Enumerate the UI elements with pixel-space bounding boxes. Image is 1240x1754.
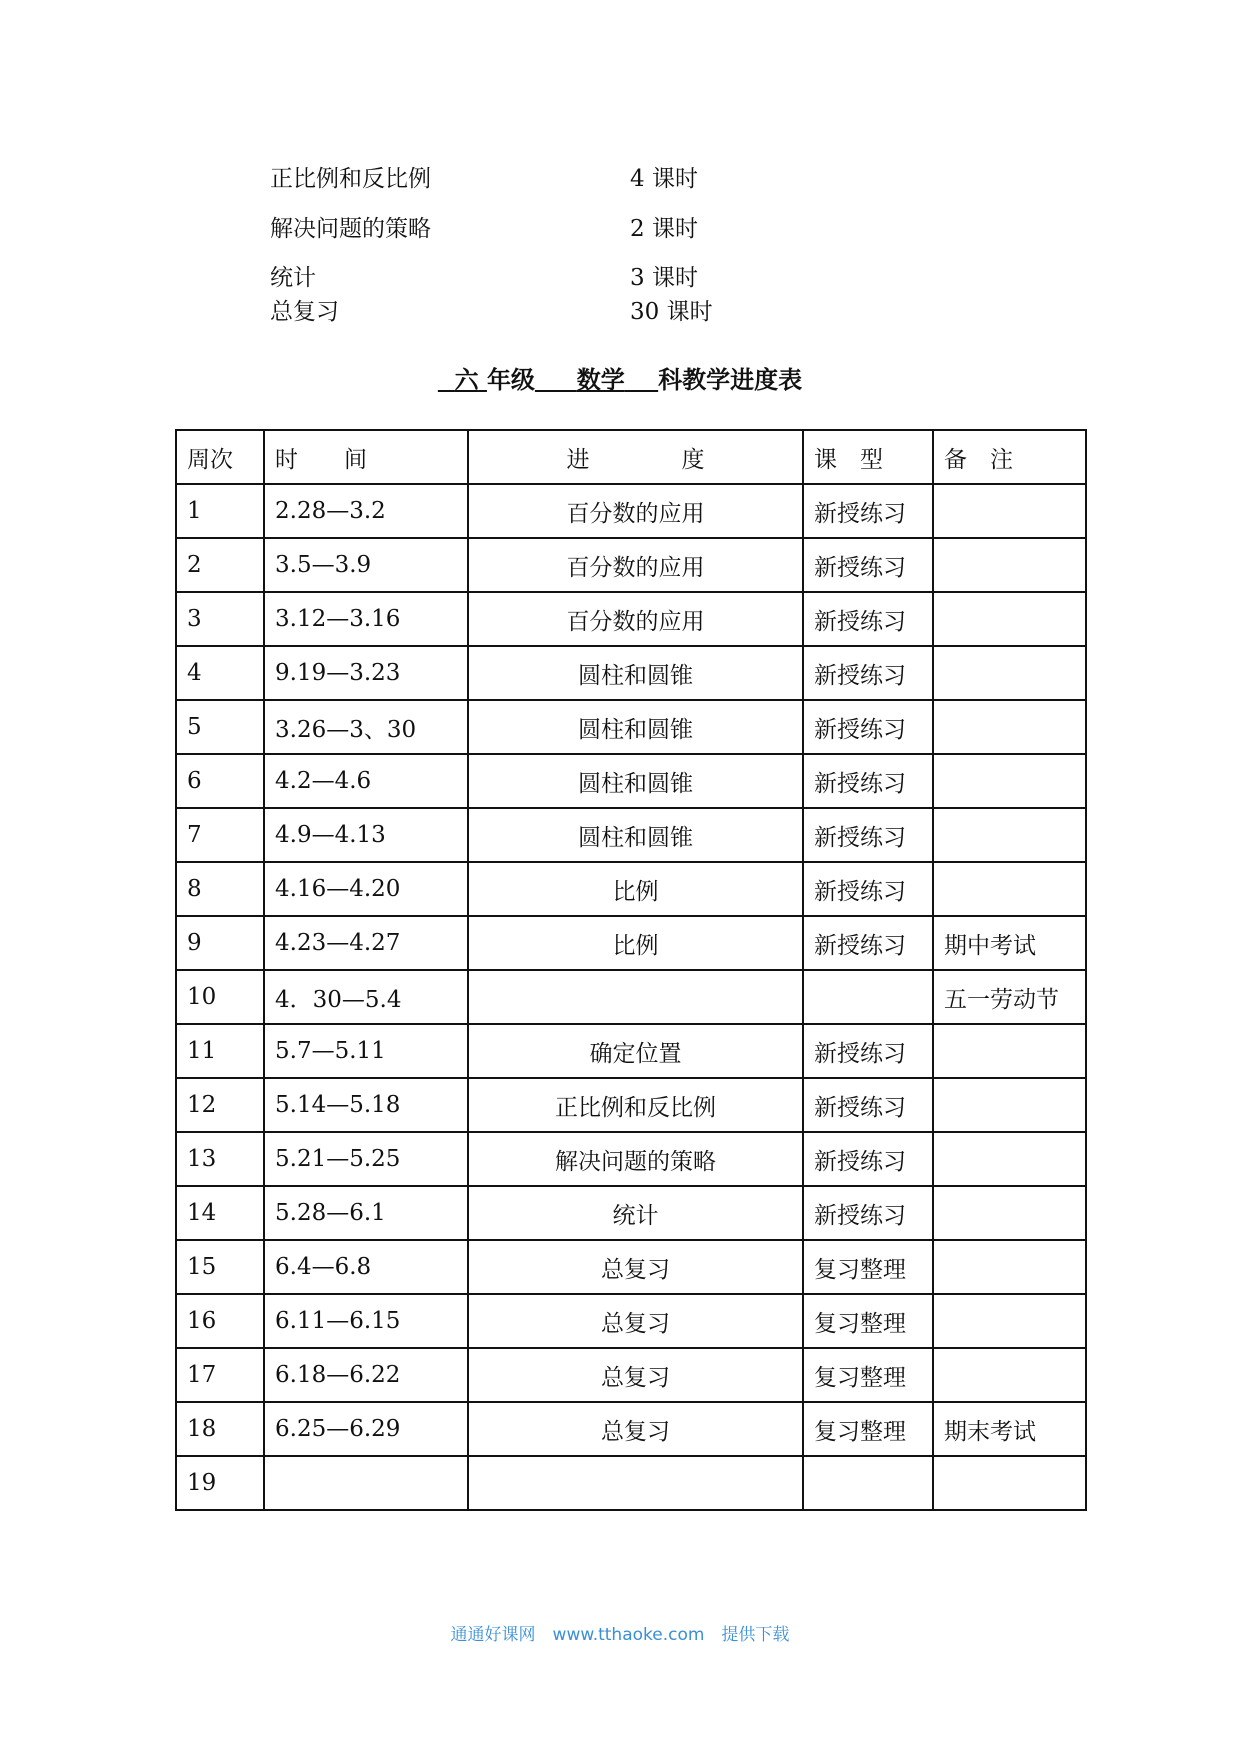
cell-note bbox=[933, 538, 1086, 592]
table-row bbox=[176, 1024, 1086, 1078]
cell-week: 10 bbox=[176, 970, 264, 1024]
hours-item bbox=[270, 259, 770, 289]
table-row bbox=[176, 970, 1086, 1024]
title-grade-blank bbox=[438, 366, 487, 394]
table-row bbox=[176, 700, 1086, 754]
table-row bbox=[176, 1294, 1086, 1348]
cell-note bbox=[933, 1456, 1086, 1510]
cell-time: 6.25—6.29 bbox=[264, 1402, 468, 1456]
cell-note bbox=[933, 1294, 1086, 1348]
page-title bbox=[0, 360, 1240, 395]
cell-type: 新授练习 bbox=[803, 538, 933, 592]
table-row bbox=[176, 1186, 1086, 1240]
cell-note bbox=[933, 862, 1086, 916]
cell-time: 4．30—5.4 bbox=[264, 970, 468, 1024]
table-row bbox=[176, 592, 1086, 646]
cell-time: 5.14—5.18 bbox=[264, 1078, 468, 1132]
cell-time: 6.18—6.22 bbox=[264, 1348, 468, 1402]
cell-note bbox=[933, 1240, 1086, 1294]
cell-progress: 百分数的应用 bbox=[468, 484, 803, 538]
cell-progress: 统计 bbox=[468, 1186, 803, 1240]
cell-note: 期中考试 bbox=[933, 916, 1086, 970]
cell-progress bbox=[468, 970, 803, 1024]
hours-item-name: 解决问题的策略 bbox=[270, 216, 431, 242]
header-progress: 进 度 bbox=[468, 430, 803, 484]
hours-item-value: 4 课时 bbox=[630, 166, 698, 192]
cell-time: 4.16—4.20 bbox=[264, 862, 468, 916]
cell-week: 2 bbox=[176, 538, 264, 592]
cell-type: 新授练习 bbox=[803, 1186, 933, 1240]
cell-progress: 比例 bbox=[468, 916, 803, 970]
cell-time bbox=[264, 1456, 468, 1510]
cell-progress: 正比例和反比例 bbox=[468, 1078, 803, 1132]
cell-note bbox=[933, 1348, 1086, 1402]
cell-type: 复习整理 bbox=[803, 1240, 933, 1294]
cell-week: 19 bbox=[176, 1456, 264, 1510]
cell-week: 11 bbox=[176, 1024, 264, 1078]
cell-type: 新授练习 bbox=[803, 592, 933, 646]
cell-type bbox=[803, 1456, 933, 1510]
cell-type: 复习整理 bbox=[803, 1402, 933, 1456]
hours-item bbox=[270, 293, 770, 323]
cell-progress bbox=[468, 1456, 803, 1510]
cell-time: 6.11—6.15 bbox=[264, 1294, 468, 1348]
cell-type bbox=[803, 970, 933, 1024]
cell-progress: 总复习 bbox=[468, 1402, 803, 1456]
title-grade: 六 bbox=[454, 366, 479, 394]
cell-time: 9.19—3.23 bbox=[264, 646, 468, 700]
cell-progress: 圆柱和圆锥 bbox=[468, 754, 803, 808]
title-grade-suffix: 年级 bbox=[486, 366, 535, 394]
cell-type: 新授练习 bbox=[803, 916, 933, 970]
title-subject: 数学 bbox=[576, 366, 625, 394]
cell-type: 新授练习 bbox=[803, 700, 933, 754]
cell-note bbox=[933, 646, 1086, 700]
cell-week: 13 bbox=[176, 1132, 264, 1186]
cell-week: 18 bbox=[176, 1402, 264, 1456]
cell-type: 新授练习 bbox=[803, 1024, 933, 1078]
cell-note bbox=[933, 1186, 1086, 1240]
hours-item-name: 统计 bbox=[270, 265, 316, 291]
hours-item-value: 3 课时 bbox=[630, 265, 698, 291]
cell-week: 9 bbox=[176, 916, 264, 970]
table-row bbox=[176, 1240, 1086, 1294]
table-row bbox=[176, 916, 1086, 970]
cell-note: 期末考试 bbox=[933, 1402, 1086, 1456]
header-type: 课 型 bbox=[803, 430, 933, 484]
cell-progress: 解决问题的策略 bbox=[468, 1132, 803, 1186]
table-row bbox=[176, 1456, 1086, 1510]
cell-progress: 确定位置 bbox=[468, 1024, 803, 1078]
cell-note bbox=[933, 484, 1086, 538]
cell-time: 4.9—4.13 bbox=[264, 808, 468, 862]
header-week: 周次 bbox=[176, 430, 264, 484]
cell-week: 15 bbox=[176, 1240, 264, 1294]
table-row bbox=[176, 646, 1086, 700]
hours-item bbox=[270, 210, 770, 240]
cell-type: 新授练习 bbox=[803, 1132, 933, 1186]
cell-time: 4.23—4.27 bbox=[264, 916, 468, 970]
cell-time: 5.7—5.11 bbox=[264, 1024, 468, 1078]
cell-time: 3.26—3、30 bbox=[264, 700, 468, 754]
hours-item-name: 正比例和反比例 bbox=[270, 166, 431, 192]
cell-type: 新授练习 bbox=[803, 754, 933, 808]
cell-progress: 总复习 bbox=[468, 1294, 803, 1348]
table-row bbox=[176, 808, 1086, 862]
cell-progress: 比例 bbox=[468, 862, 803, 916]
hours-item-value: 30 课时 bbox=[630, 299, 713, 325]
cell-week: 6 bbox=[176, 754, 264, 808]
cell-time: 2.28—3.2 bbox=[264, 484, 468, 538]
cell-time: 6.4—6.8 bbox=[264, 1240, 468, 1294]
table-row bbox=[176, 484, 1086, 538]
schedule-table bbox=[175, 429, 1087, 1511]
cell-type: 新授练习 bbox=[803, 646, 933, 700]
table-row bbox=[176, 1402, 1086, 1456]
cell-time: 5.28—6.1 bbox=[264, 1186, 468, 1240]
header-note: 备 注 bbox=[933, 430, 1086, 484]
table-header-row bbox=[176, 430, 1086, 484]
table-row bbox=[176, 862, 1086, 916]
cell-progress: 圆柱和圆锥 bbox=[468, 808, 803, 862]
cell-week: 5 bbox=[176, 700, 264, 754]
cell-type: 新授练习 bbox=[803, 862, 933, 916]
table-row bbox=[176, 1348, 1086, 1402]
hours-item bbox=[270, 160, 770, 190]
cell-time: 3.12—3.16 bbox=[264, 592, 468, 646]
cell-week: 14 bbox=[176, 1186, 264, 1240]
cell-note bbox=[933, 754, 1086, 808]
cell-week: 8 bbox=[176, 862, 264, 916]
cell-type: 复习整理 bbox=[803, 1348, 933, 1402]
cell-progress: 百分数的应用 bbox=[468, 538, 803, 592]
cell-week: 1 bbox=[176, 484, 264, 538]
cell-time: 4.2—4.6 bbox=[264, 754, 468, 808]
title-subject-suffix: 科教学进度表 bbox=[658, 366, 803, 394]
cell-week: 17 bbox=[176, 1348, 264, 1402]
cell-progress: 总复习 bbox=[468, 1348, 803, 1402]
cell-progress: 总复习 bbox=[468, 1240, 803, 1294]
table-row bbox=[176, 1132, 1086, 1186]
cell-progress: 圆柱和圆锥 bbox=[468, 646, 803, 700]
cell-week: 12 bbox=[176, 1078, 264, 1132]
table-row bbox=[176, 538, 1086, 592]
cell-progress: 百分数的应用 bbox=[468, 592, 803, 646]
hours-item-value: 2 课时 bbox=[630, 216, 698, 242]
cell-note bbox=[933, 808, 1086, 862]
table-row bbox=[176, 754, 1086, 808]
footer-credit: 通通好课网 www.tthaoke.com 提供下载 bbox=[450, 1625, 790, 1645]
cell-week: 4 bbox=[176, 646, 264, 700]
cell-time: 3.5—3.9 bbox=[264, 538, 468, 592]
cell-week: 16 bbox=[176, 1294, 264, 1348]
cell-type: 新授练习 bbox=[803, 808, 933, 862]
table-row bbox=[176, 1078, 1086, 1132]
cell-note: 五一劳动节 bbox=[933, 970, 1086, 1024]
cell-type: 复习整理 bbox=[803, 1294, 933, 1348]
cell-type: 新授练习 bbox=[803, 1078, 933, 1132]
cell-week: 3 bbox=[176, 592, 264, 646]
cell-week: 7 bbox=[176, 808, 264, 862]
header-time: 时 间 bbox=[264, 430, 468, 484]
cell-note bbox=[933, 1078, 1086, 1132]
cell-note bbox=[933, 1024, 1086, 1078]
title-subject-blank bbox=[535, 366, 658, 394]
cell-progress: 圆柱和圆锥 bbox=[468, 700, 803, 754]
cell-note bbox=[933, 592, 1086, 646]
hours-item-name: 总复习 bbox=[270, 299, 339, 325]
cell-note bbox=[933, 700, 1086, 754]
cell-note bbox=[933, 1132, 1086, 1186]
cell-type: 新授练习 bbox=[803, 484, 933, 538]
cell-time: 5.21—5.25 bbox=[264, 1132, 468, 1186]
